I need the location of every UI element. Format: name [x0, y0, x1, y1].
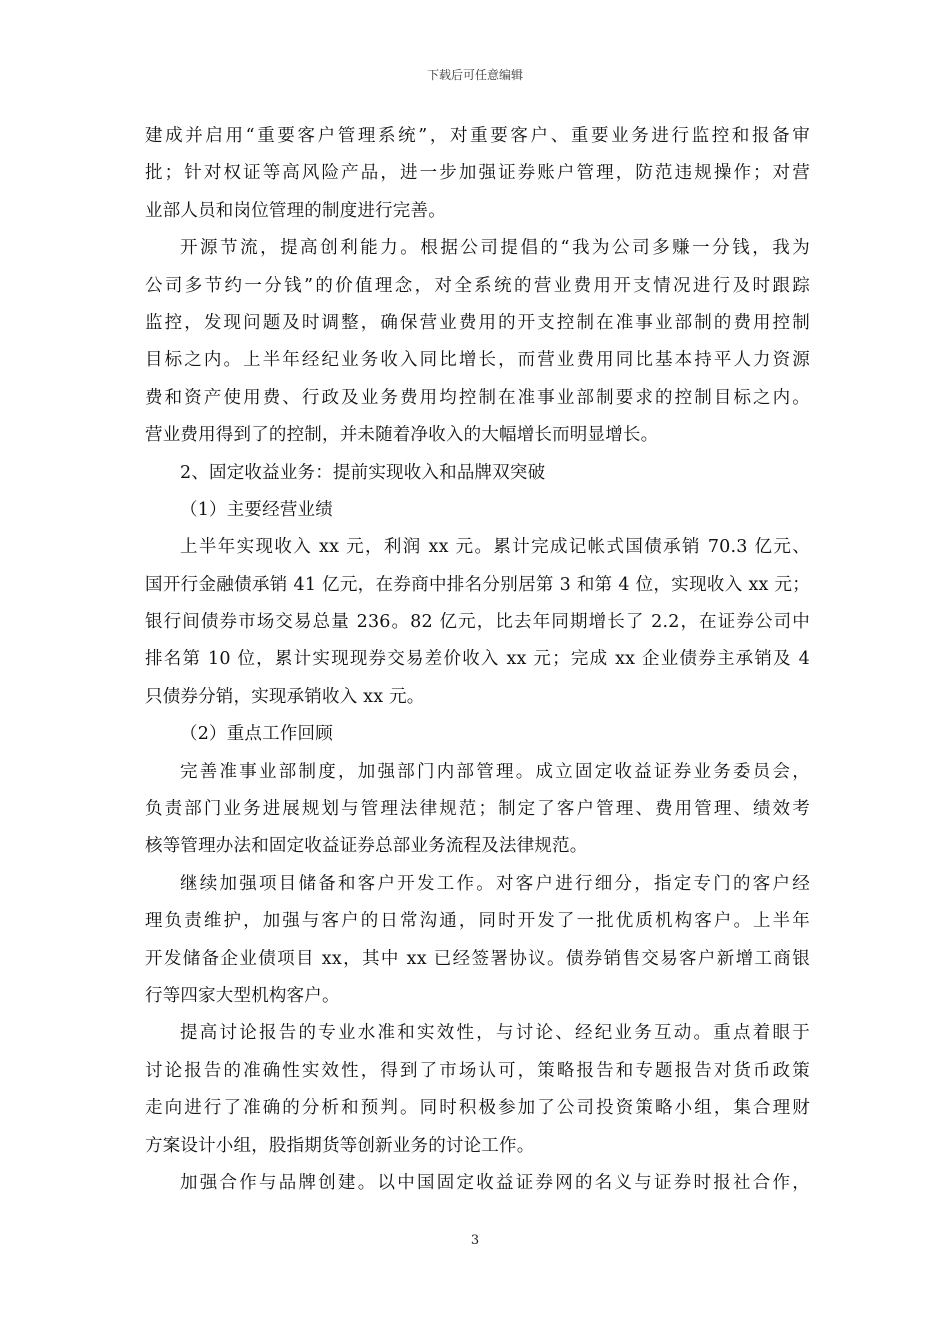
text-line: 国开行金融债承销 41 亿元，在券商中排名分别居第 3 和第 4 位，实现收入 xx 元；: [145, 574, 810, 595]
text-line: 目标之内。上半年经纪业务收入同比增长，而营业费用同比基本持平人力资源: [145, 350, 810, 371]
text-line: 银行间债券市场交易总量 236。82 亿元，比去年同期增长了 2.2，在证券公司中: [145, 612, 810, 633]
page-number: 3: [470, 1233, 480, 1248]
text-line: （1）主要经营业绩: [180, 499, 333, 520]
text-line: 核等管理办法和固定收益证券总部业务流程及法律规范。: [145, 836, 588, 857]
text-line: 负责部门业务进展规划与管理法律规范；制定了客户管理、费用管理、绩效考: [145, 799, 810, 820]
text-line: 走向进行了准确的分析和预判。同时积极参加了公司投资策略小组，集合理财: [145, 1098, 810, 1119]
text-line: 批；针对权证等高风险产品，进一步加强证券账户管理，防范违规操作；对营: [145, 163, 810, 184]
text-line: 2、固定收益业务：提前实现收入和品牌双突破: [180, 462, 546, 483]
text-line: 业部人员和岗位管理的制度进行完善。: [145, 200, 446, 221]
text-line: 方案设计小组，股指期货等创新业务的讨论工作。: [145, 1135, 535, 1156]
text-line: 开源节流，提高创利能力。根据公司提倡的“我为公司多赚一分钱，我为: [180, 238, 810, 259]
text-line: 完善准事业部制度，加强部门内部管理。成立固定收益证券业务委员会，: [180, 761, 810, 782]
document-body: [145, 118, 810, 1202]
text-line: 监控，发现问题及时调整，确保营业费用的开支控制在准事业部制的费用控制: [145, 312, 810, 333]
text-line: 上半年实现收入 xx 元，利润 xx 元。累计完成记帐式国债承销 70.3 亿元、: [180, 537, 810, 558]
page-header: 下载后可任意编辑: [426, 68, 523, 82]
text-line: 开发储备企业债项目 xx，其中 xx 已经签署协议。债券销售交易客户新增工商银: [145, 948, 810, 969]
text-line: 加强合作与品牌创建。以中国固定收益证券网的名义与证券时报社合作，: [180, 1172, 810, 1193]
text-line: （2）重点工作回顾: [180, 724, 333, 745]
text-line: 行等四家大型机构客户。: [145, 985, 340, 1006]
text-line: 只债券分销，实现承销收入 xx 元。: [145, 686, 425, 707]
text-line: 营业费用得到了的控制，并未随着净收入的大幅增长而明显增长。: [145, 425, 659, 446]
text-line: 提高讨论报告的专业水准和实效性，与讨论、经纪业务互动。重点着眼于: [180, 1023, 810, 1044]
text-line: 建成并启用“重要客户管理系统”，对重要客户、重要业务进行监控和报备审: [145, 126, 810, 146]
text-line: 讨论报告的准确性实效性，得到了市场认可，策略报告和专题报告对货币政策: [145, 1060, 810, 1081]
text-line: 继续加强项目储备和客户开发工作。对客户进行细分，指定专门的客户经: [180, 873, 810, 894]
text-line: 费和资产使用费、行政及业务费用均控制在准事业部制要求的控制目标之内。: [145, 387, 810, 408]
text-line: 公司多节约一分钱”的价值理念，对全系统的营业费用开支情况进行及时跟踪: [145, 275, 810, 296]
text-line: 排名第 10 位，累计实现现券交易差价收入 xx 元；完成 xx 企业债券主承销及 4: [145, 649, 810, 670]
text-line: 理负责维护，加强与客户的日常沟通，同时开发了一批优质机构客户。上半年: [145, 911, 810, 932]
